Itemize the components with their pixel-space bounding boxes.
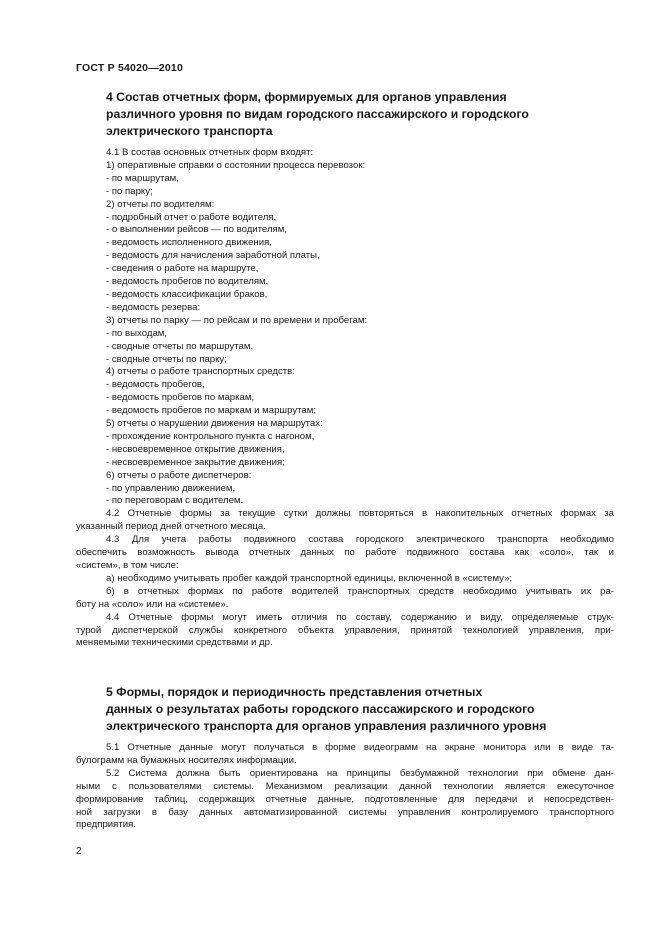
- list-item: - по парку;: [106, 185, 153, 197]
- clause-5-2-line: ными с пользователями системы. Механизмом реализации данной технологии является ежесуточное: [76, 780, 614, 792]
- clause-5-2-line: 5.2 Система должна быть ориентирована на принципы безбумажной технологии при обмене дан-: [106, 767, 614, 779]
- list-item: - ведомость исполненного движения,: [106, 237, 272, 249]
- section-4-title-line: различного уровня по видам городского пассажирского и городского: [106, 107, 529, 121]
- list-item: - о выполнении рейсов — по водителям,: [106, 224, 288, 236]
- list-item: - по управлению движением,: [106, 482, 236, 494]
- list-item: - ведомость пробегов по водителям,: [106, 276, 269, 288]
- section-5-body: [0, 742, 661, 832]
- list-item: 3) отчеты по парку — по рейсам и по времени и пробегам:: [106, 314, 368, 326]
- section-5-title-line: данных о результатах работы городского пассажирского и городского: [106, 702, 535, 716]
- section-5-title-line: электрического транспорта для органов управления различного уровня: [106, 719, 547, 733]
- list-item: 5) отчеты о нарушении движения на маршрутах:: [106, 418, 323, 430]
- list-item: 4) отчеты о работе транспортных средств:: [106, 366, 295, 378]
- list-item: - несвоевременное открытие движения,: [106, 443, 285, 455]
- section-4-title-line: 4 Состав отчетных форм, формируемых для органов управления: [106, 90, 507, 104]
- list-item: 2) отчеты по водителям:: [106, 198, 215, 210]
- list-item: - сводные отчеты по маршрутам,: [106, 340, 254, 352]
- clause-5-1-line: 5.1 Отчетные данные могут получаться в форме видеограмм на экране монитора или в виде та-: [106, 742, 614, 753]
- section-4-title: [106, 89, 529, 140]
- clause-5-2-line: предприятия.: [76, 819, 136, 831]
- list-item: - ведомость классификации браков,: [106, 288, 268, 300]
- clause-4-4-line: меняемыми техническими средствами и др.: [76, 637, 273, 649]
- list-item: - несвоевременное закрытие движения;: [106, 456, 285, 468]
- list-item: - ведомость пробегов,: [106, 379, 205, 391]
- clause-4-1-text: 4.1 В состав основных отчетных форм входят:: [106, 147, 314, 158]
- clause-4-3-line: «систем», в том числе:: [76, 560, 179, 571]
- list-item: - ведомость для начисления заработной платы,: [106, 250, 320, 262]
- list-item: - сведения о работе на маршруте,: [106, 263, 259, 275]
- list-item: 6) отчеты о работе диспетчеров:: [106, 469, 252, 481]
- clause-4-3-item-b: боту на «соло» или на «системе».: [76, 598, 229, 610]
- clause-4-3-line: обеспечить возможность вывода отчетных данных по работе подвижного состава как «соло», так и: [76, 547, 614, 559]
- clause-5-1-line: булограмм на бумажных носителях информации.: [76, 754, 297, 766]
- section-4-list: [0, 147, 661, 650]
- clause-4-3-item-b: б) в отчетных формах по работе водителей транспортных средств необходимо учитывать их ра-: [106, 585, 614, 597]
- list-item: - по маршрутам,: [106, 172, 179, 184]
- clause-4-3-line: 4.3 Для учета работы подвижного состава городского электрического транспорта необходимо: [106, 534, 614, 546]
- list-item: - по выходам,: [106, 327, 168, 339]
- section-5-title-line: 5 Формы, порядок и периодичность представления отчетных: [106, 685, 483, 699]
- section-5-title: [106, 684, 546, 735]
- section-4-title-line: электрического транспорта: [106, 124, 273, 138]
- clause-5-2-line: ной загрузки в базу данных автоматизированной системы управления контролируемого транспортного: [76, 806, 614, 818]
- document-code-header: ГОСТ Р 54020—2010: [76, 62, 184, 74]
- clause-4-3-item-a: а) необходимо учитывать пробег каждой транспортной единицы, включенной в «систему»;: [106, 572, 513, 584]
- list-item: - подробный отчет о работе водителя,: [106, 211, 277, 223]
- list-item: - ведомость резерва:: [106, 301, 201, 313]
- list-item: 1) оперативные справки о состоянии процесса перевозок:: [106, 159, 366, 171]
- list-item: - прохождение контрольного пункта с нагоном,: [106, 430, 315, 442]
- list-item: - ведомость пробегов по маркам,: [106, 392, 255, 404]
- clause-5-2-line: формирование таблиц, содержащих отчетные данные, подготовленные для передачи и непосредствен-: [76, 793, 614, 805]
- page-number: 2: [76, 846, 82, 857]
- clause-4-4-line: турой диспетчерской службы конкретного объекта управления, принятой технологией управления, при-: [76, 624, 614, 636]
- clause-4-2-line: 4.2 Отчетные формы за текущие сутки должны повторяться в накопительных отчетных формах за: [106, 508, 614, 520]
- clause-4-2-line: указанный период дней отчетного месяца.: [76, 521, 266, 533]
- list-item: - сводные отчеты по парку;: [106, 353, 227, 365]
- list-item: - ведомость пробегов по маркам и маршрутам;: [106, 405, 317, 417]
- list-item: - по переговорам с водителем.: [106, 495, 244, 507]
- clause-4-4-line: 4.4 Отчетные формы могут иметь отличия по составу, содержанию и виду, определяемые струк-: [106, 611, 614, 623]
